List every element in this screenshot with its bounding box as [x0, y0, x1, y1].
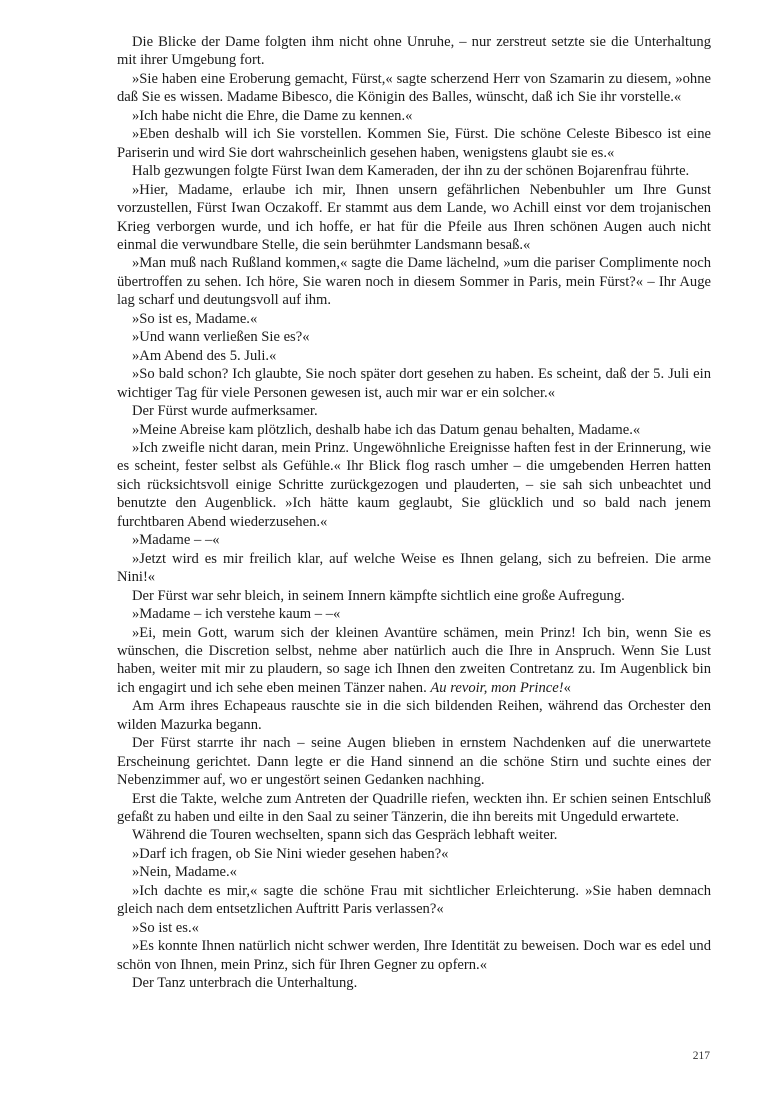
paragraph: »Madame – –«: [132, 532, 220, 549]
paragraph: Der Fürst war sehr bleich, in seinem Innern kämpfte sichtlich eine große Aufregung.: [132, 587, 625, 604]
paragraph: Der Fürst starrte ihr nach – seine Augen blieben in ernstem Nachdenken auf die unerwartete Erscheinung gerichtet. Dann legte er die Hand sinnend an die schöne Stirn und suchte eines der Nebenzimmer auf, wo er ungestört seinen Gedanken nachhing.: [117, 735, 711, 789]
paragraph: »Meine Abreise kam plötzlich, deshalb habe ich das Datum genau behalten, Madame.«: [132, 421, 641, 438]
paragraph: »Darf ich fragen, ob Sie Nini wieder gesehen haben?«: [132, 845, 449, 862]
closing-quote: «: [563, 679, 571, 696]
paragraph: »Ich habe nicht die Ehre, die Dame zu kennen.«: [132, 107, 413, 124]
paragraph: Während die Touren wechselten, spann sich das Gespräch lebhaft weiter.: [132, 827, 558, 844]
paragraph: Die Blicke der Dame folgten ihm nicht ohne Unruhe, – nur zerstreut setzte sie die Unterhaltung mit ihrer Umgebung fort.: [117, 34, 711, 69]
paragraph: Der Tanz unterbrach die Unterhaltung.: [132, 975, 358, 992]
paragraph: »Am Abend des 5. Juli.«: [132, 347, 277, 364]
paragraph-with-italic: [117, 624, 711, 698]
paragraph: »Hier, Madame, erlaube ich mir, Ihnen unsern gefährlichen Nebenbuhler um Ihre Gunst vorzustellen, Fürst Iwan Oczakoff. Er stammt aus dem Lande, wo Achill einst vor dem trojanischen Krieg verborgen wurde, und ich hoffe, er hat für die Pfeile aus Ihren schönen Augen auch nicht einmal die verwundbare Stelle, die sein berühmter Landsmann besaß.«: [117, 181, 711, 253]
paragraph: »Jetzt wird es mir freilich klar, auf welche Weise es Ihnen gelang, sich zu befreien. Die arme Nini!«: [117, 550, 711, 586]
paragraph: »Nein, Madame.«: [132, 864, 237, 881]
paragraph: »Es konnte Ihnen natürlich nicht schwer werden, Ihre Identität zu beweisen. Doch war es edel und schön von Ihnen, mein Prinz, sich für Ihren Gegner zu opfern.«: [117, 938, 711, 973]
paragraph: »So ist es.«: [132, 919, 199, 936]
page-number: 217: [692, 1050, 710, 1062]
paragraph: »Madame – ich verstehe kaum – –«: [132, 606, 341, 623]
paragraph: Am Arm ihres Echapeaus rauschte sie in die sich bildenden Reihen, während das Orchester den wilden Mazurka begann.: [117, 698, 711, 733]
paragraph: »Ich zweifle nicht daran, mein Prinz. Ungewöhnliche Ereignisse haften fest in der Erinnerung, wie es scheint, fester selbst als Gefühle.« Ihr Blick flog rasch umher – die umgebenden Herren hatten sich rücksichtsvoll einige Schritte zurückgezogen und plauderten, – sie sah sich unbeachtet und benutzte den Augenblick. »Ich hätte kaum geglaubt, Sie glücklich und so bald nach jenem furchtbaren Abend wiederzusehen.«: [117, 439, 711, 530]
paragraph: »Sie haben eine Eroberung gemacht, Fürst,« sagte scherzend Herr von Szamarin zu diesem, »ohne daß Sie es wissen. Madame Bibesco, die Königin des Balles, wünscht, daß ich Sie ihr vorstelle.«: [117, 70, 711, 106]
paragraph: »So bald schon? Ich glaubte, Sie noch später dort gesehen zu haben. Es scheint, daß der 5. Juli ein wichtiger Tag für viele Personen gewesen ist, auch mir war er ein solcher.«: [117, 366, 711, 401]
paragraph-text: »Ei, mein Gott, warum sich der kleinen Avantüre schämen, mein Prinz! Ich bin, wenn Sie es wünschen, die Discretion selbst, nehme aber natürlich auch die Ihre in Anspruch. Wenn Sie Lust haben, weiter mit mir zu plaudern, so sage ich Ihnen den zweiten Contretanz zu. Im Augenblick bin ich engagirt und ich sehe eben meinen Tänzer nahen.: [117, 624, 711, 696]
paragraph: »So ist es, Madame.«: [132, 310, 258, 327]
paragraph: »Ich dachte es mir,« sagte die schöne Frau mit sichtlicher Erleichterung. »Sie haben demnach gleich nach dem entsetzlichen Auftritt Paris verlassen?«: [117, 882, 711, 918]
paragraph: »Eben deshalb will ich Sie vorstellen. Kommen Sie, Fürst. Die schöne Celeste Bibesco ist eine Pariserin und wird Sie dort wahrscheinlich gesehen haben, wenigstens glaubt sie es.«: [117, 126, 711, 161]
italic-phrase: Au revoir, mon Prince!: [430, 679, 564, 696]
paragraph: Der Fürst wurde aufmerksamer.: [132, 403, 318, 420]
paragraph: »Und wann verließen Sie es?«: [132, 329, 310, 346]
paragraph: Erst die Takte, welche zum Antreten der Quadrille riefen, weckten ihn. Er schien seinen Entschluß gefaßt zu haben und eilte in den Saal zu seiner Tänzerin, die ihn bereits mit Ungeduld erwartete.: [117, 790, 711, 826]
paragraph: »Man muß nach Rußland kommen,« sagte die Dame lächelnd, »um die pariser Complimente noch übertroffen zu sehen. Ich höre, Sie waren noch in diesem Sommer in Paris, mein Fürst?« – Ihr Auge lag scharf und deutungsvoll auf ihm.: [117, 255, 711, 309]
paragraph: Halb gezwungen folgte Fürst Iwan dem Kameraden, der ihn zu der schönen Bojarenfrau führte.: [132, 163, 690, 180]
body-text: [117, 33, 711, 993]
